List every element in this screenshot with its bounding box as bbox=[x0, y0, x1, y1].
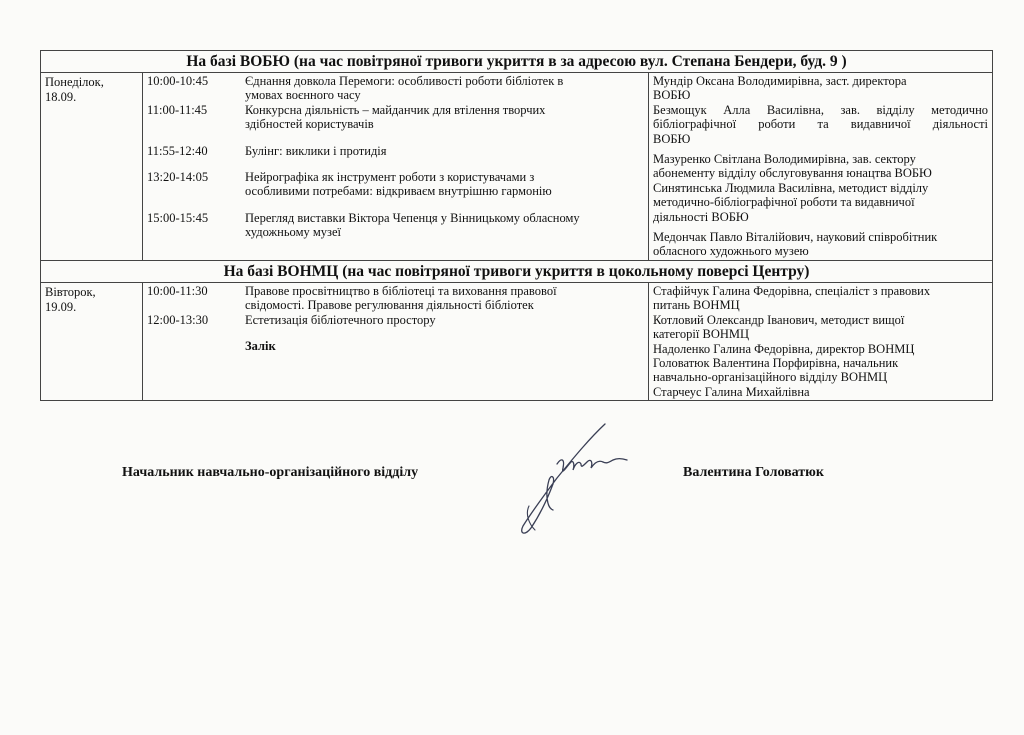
topic-line: Нейрографіка як інструмент роботи з користувачами з bbox=[245, 170, 535, 185]
presenter bbox=[653, 74, 988, 103]
session-time bbox=[143, 339, 241, 353]
day-cell bbox=[41, 73, 143, 261]
presenter-line: ВОБЮ bbox=[653, 131, 691, 146]
presenter-line: Медончак Павло Віталійович, науковий співробітник bbox=[653, 230, 938, 245]
session-row bbox=[143, 74, 648, 103]
topic-line: художньому музеї bbox=[245, 225, 341, 240]
signatory-position: Начальник навчально-організаційного відділу bbox=[122, 465, 419, 480]
day-date: 18.09. bbox=[45, 90, 77, 104]
presenter bbox=[653, 230, 988, 259]
session-row bbox=[143, 313, 648, 327]
session-row bbox=[143, 170, 648, 199]
session-row bbox=[143, 211, 648, 240]
day-date: 19.09. bbox=[45, 299, 77, 314]
presenter-line: Котловий Олександр Іванович, методист вищої bbox=[653, 312, 905, 327]
session-time: 13:20-14:05 bbox=[147, 170, 209, 185]
sessions-cell bbox=[143, 282, 649, 400]
presenter-line: навчально-організаційного відділу ВОНМЦ bbox=[653, 370, 888, 385]
session-topic bbox=[241, 313, 648, 327]
session-topic bbox=[241, 170, 648, 199]
presenter-line: Головатюк Валентина Порфирівна, начальник bbox=[653, 355, 899, 370]
session-time: 15:00-15:45 bbox=[147, 210, 209, 225]
presenter-line: Безмощук Алла Василівна, зав. відділу методично bbox=[653, 102, 989, 117]
schedule-table bbox=[40, 50, 993, 401]
topic-line: свідомості. Правове регулювання діяльності бібліотек bbox=[245, 298, 534, 313]
presenter-line: абонементу відділу обслуговування юнацтва ВОБЮ bbox=[653, 166, 932, 181]
day-cell bbox=[41, 282, 143, 400]
session-row bbox=[143, 284, 648, 313]
signature-image bbox=[495, 418, 655, 548]
day-row bbox=[41, 73, 993, 261]
presenter-line: Синятинська Людмила Василівна, методист відділу bbox=[653, 180, 929, 195]
session-topic bbox=[241, 144, 648, 158]
section-header-row bbox=[41, 51, 993, 73]
topic-line: умовах воєнного часу bbox=[245, 88, 361, 103]
presenter bbox=[653, 342, 988, 400]
session-topic bbox=[241, 284, 648, 313]
topic-line: Правове просвітництво в бібліотеці та виховання правової bbox=[245, 283, 557, 298]
section-header-row bbox=[41, 260, 993, 282]
presenter-line: ВОБЮ bbox=[653, 88, 691, 103]
topic-line: Конкурсна діяльність – майданчик для втілення творчих bbox=[245, 102, 546, 117]
section-header: На базі ВОБЮ (на час повітряної тривоги укриття в за адресою вул. Степана Бендери, буд. 9 ) bbox=[41, 51, 993, 73]
presenter-line: обласного художнього музею bbox=[653, 244, 809, 259]
session-time: 10:00-10:45 bbox=[147, 74, 209, 88]
session-time: 12:00-13:30 bbox=[147, 312, 209, 327]
session-row bbox=[143, 144, 648, 158]
presenter-line: Мазуренко Світлана Володимирівна, зав. сектору bbox=[653, 152, 916, 167]
session-topic bbox=[241, 74, 648, 103]
schedule-sheet bbox=[40, 50, 992, 401]
topic-line: Єднання довкола Перемоги: особливості роботи бібліотек в bbox=[245, 74, 564, 88]
presenter-line: методично-бібліографічної роботи та видавничої bbox=[653, 195, 915, 210]
topic-line: здібностей користувачів bbox=[245, 117, 374, 132]
session-time: 11:00-11:45 bbox=[147, 102, 208, 117]
session-topic bbox=[241, 103, 648, 132]
presenter-line: Мундір Оксана Володимирівна, заст. директора bbox=[653, 74, 907, 88]
presenter-line: Надоленко Галина Федорівна, директор ВОНМЦ bbox=[653, 341, 915, 356]
topic-line: Булінг: виклики і протидія bbox=[245, 143, 387, 158]
day-name: Понеділок, bbox=[45, 75, 104, 89]
presenter-line: Стафійчук Галина Федорівна, спеціаліст з правових bbox=[653, 283, 931, 298]
presenter bbox=[653, 284, 988, 313]
session-time: 11:55-12:40 bbox=[147, 143, 208, 158]
presenter bbox=[653, 313, 988, 342]
presenter-line: категорії ВОНМЦ bbox=[653, 327, 750, 342]
presenters-cell bbox=[649, 73, 993, 261]
session-topic bbox=[241, 339, 648, 353]
presenter bbox=[653, 181, 988, 224]
presenter bbox=[653, 103, 988, 146]
presenter bbox=[653, 152, 988, 181]
session-row bbox=[143, 339, 648, 353]
sessions-cell bbox=[143, 73, 649, 261]
signatory-name: Валентина Головатюк bbox=[683, 465, 824, 480]
day-row bbox=[41, 282, 993, 400]
topic-line: Залік bbox=[245, 339, 276, 354]
presenter-line: Старчеус Галина Михайлівна bbox=[653, 384, 810, 399]
session-topic bbox=[241, 211, 648, 240]
presenter-line: бібліографічної роботи та видавничої діяльності bbox=[653, 117, 989, 132]
day-name: Вівторок, bbox=[45, 284, 96, 299]
topic-line: Естетизація бібліотечного простору bbox=[245, 312, 436, 327]
section-header: На базі ВОНМЦ (на час повітряної тривоги укриття в цокольному поверсі Центру) bbox=[41, 260, 993, 282]
topic-line: особливими потребами: відкриваєм внутрішню гармонію bbox=[245, 184, 552, 199]
topic-line: Перегляд виставки Віктора Чепенця у Вінницькому обласному bbox=[245, 210, 580, 225]
session-row bbox=[143, 103, 648, 132]
presenter-line: діяльності ВОБЮ bbox=[653, 209, 749, 224]
presenters-cell bbox=[649, 282, 993, 400]
session-time: 10:00-11:30 bbox=[147, 283, 208, 298]
presenter-line: питань ВОНМЦ bbox=[653, 298, 740, 313]
